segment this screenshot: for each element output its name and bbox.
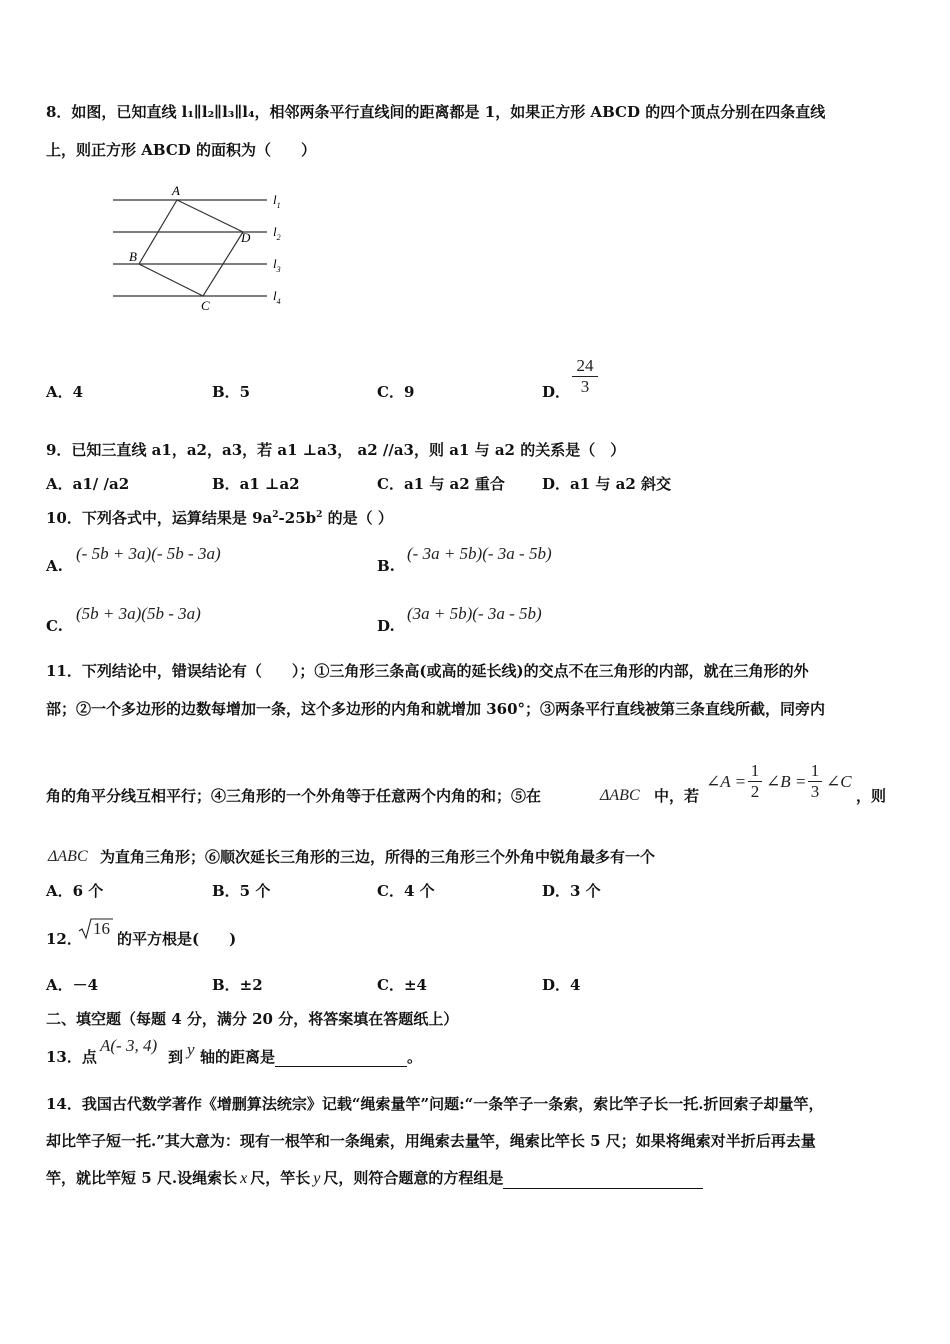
q11-triangle-abc-2: ΔABC: [48, 848, 88, 865]
q14-var-y: y: [313, 1170, 321, 1187]
fraction-numerator: 1: [810, 761, 820, 780]
vertex-d-label: D: [241, 230, 251, 245]
q11-triangle-abc: ΔABC: [600, 787, 640, 804]
q8-parallel-lines-figure: [105, 180, 305, 315]
q12-stem: 的平方根是( ): [117, 930, 237, 948]
q12-option-a: A．－4: [46, 976, 99, 994]
q10-option-b-expression: (- 3a + 5b)(- 3a - 5b): [407, 544, 552, 563]
q10-stem: [46, 508, 393, 528]
q14-line3-part-c: 尺，则符合题意的方程组是: [323, 1169, 504, 1187]
label-l4: $l_4$: [273, 288, 281, 306]
q13-axis-y: y: [187, 1040, 195, 1059]
q11-fraction-half: [748, 761, 762, 802]
q11-option-b: B．5 个: [212, 882, 271, 900]
q10-option-a-label: A.: [46, 557, 63, 575]
q10-option-b-label: B.: [377, 557, 395, 575]
vertex-b-label: B: [129, 249, 137, 264]
q10-stem-part-c: 的是（ ）: [322, 509, 393, 527]
q12-option-c: C．±4: [377, 976, 427, 994]
q8-stem-line1: 8．如图，已知直线 l₁∥l₂∥l₃∥l₄，相邻两条平行直线间的距离都是 1，如果正方形 ABCD 的四个顶点分别在四条直线: [46, 103, 826, 121]
q13-point-a: A(- 3, 4): [100, 1036, 158, 1055]
q11-line4: 为直角三角形；⑥顺次延长三角形的三边，所得的三角形三个外角中锐角最多有一个: [100, 848, 656, 866]
q9-option-b: B．a1 ⊥a2: [212, 475, 300, 493]
q14-line3-part-a: 竿，就比竿短 5 尺.设绳索长: [46, 1169, 238, 1187]
q10-stem-part-a: 10．下列各式中，运算结果是 9a: [46, 509, 273, 527]
fraction-denominator: 3: [810, 782, 820, 801]
q9-option-a: A．a1/ /a2: [46, 475, 130, 493]
q10-option-c-expression: (5b + 3a)(5b - 3a): [76, 604, 201, 623]
q11-fraction-third: [808, 761, 822, 802]
fraction-denominator: 3: [580, 377, 590, 396]
q11-line3-part-a: 角的角平分线互相平行；④三角形的一个外角等于任意两个内角的和；⑤在: [46, 787, 542, 805]
q11-option-d: D．3 个: [542, 882, 601, 900]
q11-angle-b: ∠B =: [766, 772, 807, 791]
square-abcd: [139, 200, 243, 296]
q8-option-b: B．5: [212, 383, 251, 401]
fraction-numerator: 24: [576, 356, 594, 375]
fraction-denominator: 2: [750, 782, 760, 801]
vertex-a-label: A: [172, 183, 180, 198]
q10-exponent-2: 2: [316, 510, 323, 520]
label-l2: $l_2$: [273, 224, 281, 242]
q11-option-c: C．4 个: [377, 882, 435, 900]
q11-line3-part-c: ，则: [856, 787, 887, 805]
q12-number: 12．: [46, 930, 82, 948]
q10-option-d-expression: (3a + 5b)(- 3a - 5b): [407, 604, 542, 623]
q13-answer-blank[interactable]: [275, 1050, 407, 1067]
q14-line1: 14．我国古代数学著作《增删算法统宗》记载“绳索量竿”问题:“一条竿子一条索，索比竿子长一托.折回索子却量竿，: [46, 1095, 824, 1113]
q13-number: 13．点: [46, 1048, 97, 1066]
q9-stem: 9．已知三直线 a1，a2，a3，若 a1 ⊥a3， a2 //a3，则 a1 与 a2 的关系是（ ）: [46, 441, 626, 459]
q13-rest: [200, 1047, 422, 1067]
q8-option-a: A．4: [46, 383, 84, 401]
q11-line3-part-b: 中，若: [654, 787, 700, 805]
q14-line3: [46, 1168, 703, 1189]
q8-option-d-fraction: [572, 356, 598, 397]
q12-option-d: D．4: [542, 976, 581, 994]
fraction-numerator: 1: [750, 761, 760, 780]
label-l1: $l_1$: [273, 192, 281, 210]
q11-option-a: A．6 个: [46, 882, 104, 900]
q11-line2: 部；②一个多边形的边数每增加一条，这个多边形的内角和就增加 360°；③两条平行直线被第三条直线所截，同旁内: [46, 700, 826, 718]
q8-stem-line2: 上，则正方形 ABCD 的面积为（ ）: [46, 141, 316, 159]
q10-exponent-1: 2: [272, 510, 279, 520]
q9-option-d: D．a1 与 a2 斜交: [542, 475, 671, 493]
q14-line2: 却比竿子短一托.”其大意为：现有一根竿和一条绳索，用绳索去量竿，绳索比竿长 5 尺；如果将绳索对半折后再去量: [46, 1132, 816, 1150]
label-l3: $l_3$: [273, 256, 281, 274]
q10-option-a-expression: (- 5b + 3a)(- 5b - 3a): [76, 544, 221, 563]
vertex-c-label: C: [201, 298, 210, 313]
q8-option-d-label: D．: [542, 383, 571, 401]
q13-end: 。: [407, 1048, 423, 1066]
q14-answer-blank[interactable]: [503, 1172, 703, 1189]
q11-angle-c: ∠C: [826, 772, 852, 791]
q9-option-c: C．a1 与 a2 重合: [377, 475, 505, 493]
q10-stem-part-b: -25b: [278, 509, 317, 527]
q8-option-c: C．9: [377, 383, 415, 401]
q14-line3-part-b: 尺，竿长: [250, 1169, 311, 1187]
q14-var-x: x: [240, 1170, 248, 1187]
q11-line1: 11．下列结论中，错误结论有（ ）；①三角形三条高(或高的延长线)的交点不在三角形的内部，就在三角形的外: [46, 662, 809, 680]
q10-option-c-label: C.: [46, 617, 63, 635]
q10-option-d-label: D.: [377, 617, 395, 635]
q13-rest-text: 轴的距离是: [200, 1048, 276, 1066]
q13-to: 到: [168, 1048, 184, 1066]
q11-angle-a: ∠A =: [706, 772, 747, 791]
section-2-title: 二、填空题（每题 4 分，满分 20 分，将答案填在答题纸上）: [46, 1010, 459, 1028]
q12-radicand: 16: [93, 919, 110, 938]
q12-option-b: B．±2: [212, 976, 263, 994]
